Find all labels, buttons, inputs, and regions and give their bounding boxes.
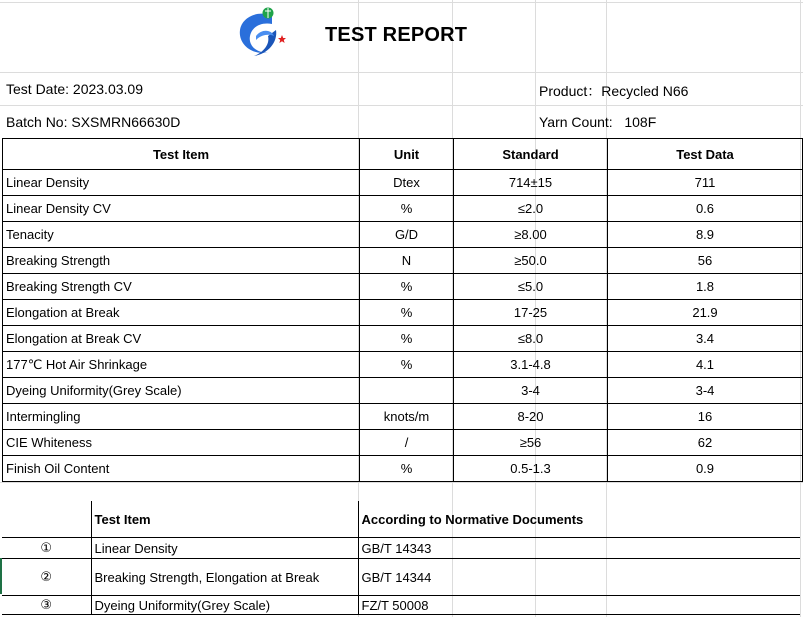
- cell-unit: knots/m: [360, 404, 454, 430]
- cell-test-item: Breaking Strength: [3, 248, 360, 274]
- gridline: [0, 2, 803, 3]
- references-header-blank: [2, 501, 91, 538]
- cell-test-data: 0.6: [608, 196, 803, 222]
- report-title: TEST REPORT: [325, 24, 468, 46]
- cell-test-data: 3-4: [608, 378, 803, 404]
- table-row: [3, 404, 803, 430]
- cell-test-data: 56: [608, 248, 803, 274]
- cell-test-item: 177℃ Hot Air Shrinkage: [3, 352, 360, 378]
- item-number: ①: [2, 538, 91, 559]
- cell-unit: N: [360, 248, 454, 274]
- references-header-row: [2, 501, 800, 538]
- header-test-item: Test Item: [3, 139, 360, 170]
- cell-unit: %: [360, 300, 454, 326]
- cell-test-data: 16: [608, 404, 803, 430]
- cell-test-data: 711: [608, 170, 803, 196]
- cell-standard: 0.5-1.3: [454, 456, 608, 482]
- cell-test-item: Elongation at Break CV: [3, 326, 360, 352]
- table-row: [3, 196, 803, 222]
- table-row: [3, 300, 803, 326]
- company-logo-icon: [232, 6, 288, 62]
- cell-unit: /: [360, 430, 454, 456]
- cell-unit: Dtex: [360, 170, 454, 196]
- cell-unit: [360, 378, 454, 404]
- cell-test-data: 62: [608, 430, 803, 456]
- item-number: ③: [2, 596, 91, 615]
- cell-unit: %: [360, 274, 454, 300]
- cell-standard: 3-4: [454, 378, 608, 404]
- table-row: [3, 222, 803, 248]
- cell-standard: ≤8.0: [454, 326, 608, 352]
- reference-document: GB/T 14344: [358, 559, 800, 596]
- test-results-table: [2, 138, 803, 482]
- list-item: [2, 596, 800, 615]
- reference-document: GB/T 14343: [358, 538, 800, 559]
- table-header-row: [3, 139, 803, 170]
- table-row: [3, 274, 803, 300]
- cell-unit: %: [360, 326, 454, 352]
- cell-unit: %: [360, 196, 454, 222]
- cell-standard: 3.1-4.8: [454, 352, 608, 378]
- cell-test-data: 8.9: [608, 222, 803, 248]
- table-row: [3, 326, 803, 352]
- header-standard: Standard: [454, 139, 608, 170]
- cell-standard: 17-25: [454, 300, 608, 326]
- table-row: [3, 352, 803, 378]
- cell-test-item: Breaking Strength CV: [3, 274, 360, 300]
- batch-number: Batch No: SXSMRN66630D: [6, 114, 181, 130]
- reference-document: FZ/T 50008: [358, 596, 800, 615]
- cell-standard: ≥8.00: [454, 222, 608, 248]
- row-selection-marker: [0, 558, 2, 594]
- list-item: [2, 559, 800, 596]
- reference-test-item: Breaking Strength, Elongation at Break: [91, 559, 358, 596]
- header-test-data: Test Data: [608, 139, 803, 170]
- list-item: [2, 538, 800, 559]
- yarn-count: Yarn Count: 108F: [539, 114, 657, 130]
- header-unit: Unit: [360, 139, 454, 170]
- gridline: [0, 482, 803, 483]
- gridline: [0, 105, 803, 106]
- cell-test-item: CIE Whiteness: [3, 430, 360, 456]
- test-date: Test Date: 2023.03.09: [6, 81, 143, 97]
- cell-unit: %: [360, 456, 454, 482]
- cell-test-data: 0.9: [608, 456, 803, 482]
- references-header-documents: According to Normative Documents: [358, 501, 800, 538]
- cell-standard: ≤2.0: [454, 196, 608, 222]
- cell-standard: ≥56: [454, 430, 608, 456]
- reference-test-item: Dyeing Uniformity(Grey Scale): [91, 596, 358, 615]
- cell-standard: ≥50.0: [454, 248, 608, 274]
- cell-standard: 8-20: [454, 404, 608, 430]
- references-header-test-item: Test Item: [91, 501, 358, 538]
- cell-test-data: 1.8: [608, 274, 803, 300]
- item-number: ②: [2, 559, 91, 596]
- cell-test-data: 21.9: [608, 300, 803, 326]
- reference-test-item: Linear Density: [91, 538, 358, 559]
- table-row: [3, 430, 803, 456]
- cell-test-data: 4.1: [608, 352, 803, 378]
- cell-test-item: Linear Density CV: [3, 196, 360, 222]
- cell-test-item: Intermingling: [3, 404, 360, 430]
- cell-test-item: Linear Density: [3, 170, 360, 196]
- table-row: [3, 456, 803, 482]
- cell-unit: G/D: [360, 222, 454, 248]
- cell-standard: ≤5.0: [454, 274, 608, 300]
- cell-test-item: Finish Oil Content: [3, 456, 360, 482]
- cell-standard: 714±15: [454, 170, 608, 196]
- table-row: [3, 378, 803, 404]
- product: Product：Recycled N66: [539, 83, 689, 99]
- normative-references-table: [2, 501, 800, 615]
- cell-unit: %: [360, 352, 454, 378]
- cell-test-item: Tenacity: [3, 222, 360, 248]
- gridline: [0, 72, 803, 73]
- cell-test-item: Elongation at Break: [3, 300, 360, 326]
- table-row: [3, 248, 803, 274]
- cell-test-data: 3.4: [608, 326, 803, 352]
- cell-test-item: Dyeing Uniformity(Grey Scale): [3, 378, 360, 404]
- table-row: [3, 170, 803, 196]
